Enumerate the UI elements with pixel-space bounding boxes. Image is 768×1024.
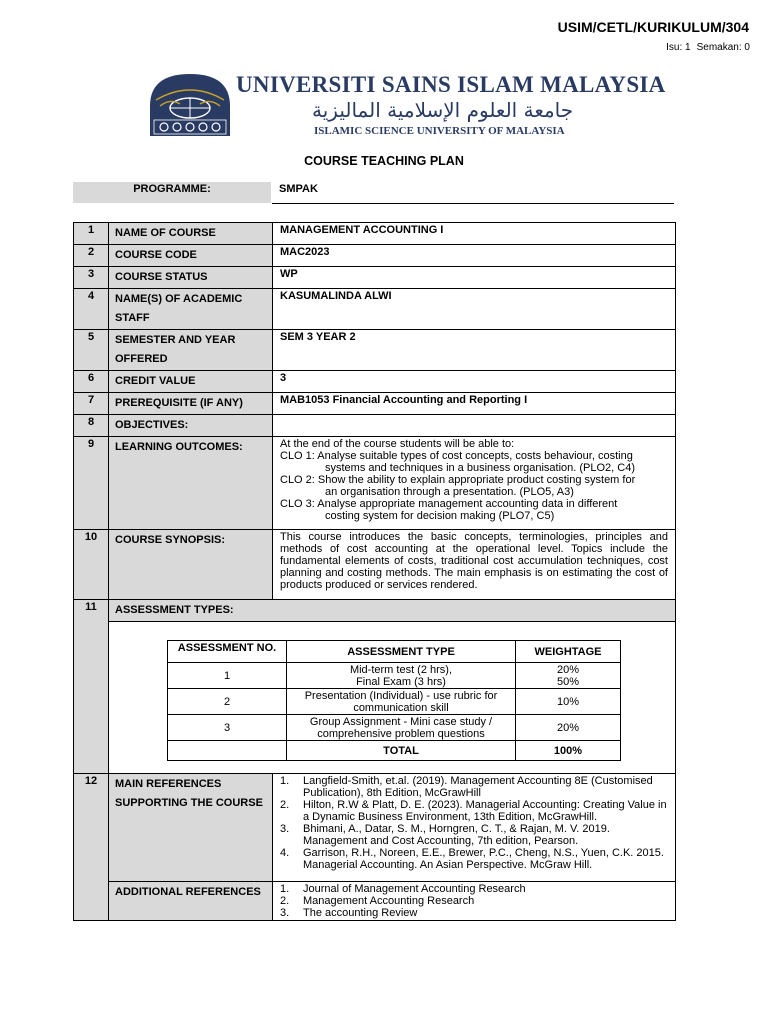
university-seal-icon bbox=[146, 70, 234, 138]
assessment-type-line: Presentation (Individual) - use rubric for bbox=[304, 689, 498, 702]
assessment-type bbox=[287, 689, 516, 715]
row-label: SEMESTER AND YEAR OFFERED bbox=[109, 330, 273, 371]
list-item bbox=[280, 775, 668, 799]
row-number: 1 bbox=[74, 223, 109, 245]
reference-text: Langfield-Smith, et.al. (2019). Management Accounting 8E (Customised Publication), 8th Edition, McGrawHill bbox=[303, 775, 653, 799]
table-row bbox=[74, 600, 676, 622]
list-item bbox=[280, 799, 668, 823]
assessment-type-line: comprehensive problem questions bbox=[317, 727, 485, 740]
list-item bbox=[280, 847, 668, 871]
table-row bbox=[168, 715, 621, 741]
course-plan-table bbox=[73, 222, 676, 921]
list-number: 2. bbox=[280, 895, 290, 907]
prerequisite-value: MAB1053 Financial Accounting and Reporting I bbox=[273, 393, 676, 415]
course-code-value: MAC2023 bbox=[273, 245, 676, 267]
list-number: 1. bbox=[280, 775, 290, 787]
reference-text: Bhimani, A., Datar, S. M., Horngren, C. T., & Rajan, M. V. 2019. Management and Cost Accounting, 7th edition, Pearson. bbox=[303, 823, 610, 847]
row-label: CREDIT VALUE bbox=[109, 371, 273, 393]
assessment-type-line: Group Assignment - Mini case study / bbox=[309, 715, 493, 728]
weightage-line: 50% bbox=[556, 675, 580, 688]
assessment-type bbox=[287, 663, 516, 689]
table-row bbox=[74, 223, 676, 245]
list-number: 2. bbox=[280, 799, 290, 811]
table-row bbox=[74, 245, 676, 267]
page-title: COURSE TEACHING PLAN bbox=[304, 154, 464, 168]
reference-text: Journal of Management Accounting Research bbox=[303, 883, 526, 895]
row-label: OBJECTIVES: bbox=[109, 415, 273, 437]
list-number: 3. bbox=[280, 907, 290, 919]
row-number: 9 bbox=[74, 437, 109, 530]
objectives-value bbox=[273, 415, 676, 437]
table-row bbox=[168, 663, 621, 689]
isu-text: Isu: 1 bbox=[666, 42, 691, 53]
list-number: 4. bbox=[280, 847, 290, 859]
assessment-type-header: ASSESSMENT TYPE bbox=[287, 641, 516, 663]
assessment-type-line: Mid-term test (2 hrs), bbox=[349, 663, 453, 676]
university-logo bbox=[146, 70, 666, 140]
table-row bbox=[74, 371, 676, 393]
list-item bbox=[280, 883, 668, 895]
empty-cell bbox=[168, 741, 287, 761]
table-row bbox=[74, 393, 676, 415]
table-row bbox=[74, 267, 676, 289]
list-item bbox=[280, 823, 668, 847]
row-label: NAME(S) OF ACADEMIC STAFF bbox=[109, 289, 273, 330]
total-label: TOTAL bbox=[287, 741, 516, 761]
semester-value: SEM 3 YEAR 2 bbox=[273, 330, 676, 371]
assessment-table bbox=[167, 640, 621, 761]
assessment-type-line: communication skill bbox=[353, 701, 449, 714]
assessment-no-header: ASSESSMENT NO. bbox=[168, 641, 287, 663]
document-reference: USIM/CETL/KURIKULUM/304 bbox=[557, 19, 749, 35]
assessment-total-row bbox=[168, 741, 621, 761]
row-number: 11 bbox=[74, 600, 109, 774]
weightage-line: 20% bbox=[556, 663, 580, 676]
assessment-no: 1 bbox=[168, 663, 287, 689]
reference-text: Hilton, R.W & Platt, D. E. (2023). Managerial Accounting: Creating Value in a Dynamic Business Environment, 13th Edition, McGrawHill. bbox=[303, 799, 667, 823]
revision-info bbox=[660, 42, 750, 53]
table-row bbox=[74, 330, 676, 371]
course-name-value: MANAGEMENT ACCOUNTING I bbox=[273, 223, 676, 245]
row-label: NAME OF COURSE bbox=[109, 223, 273, 245]
table-row bbox=[74, 622, 676, 774]
weightage bbox=[516, 663, 621, 689]
row-label: COURSE SYNOPSIS: bbox=[109, 530, 273, 600]
programme-label: PROGRAMME: bbox=[73, 182, 271, 203]
table-row bbox=[74, 415, 676, 437]
row-number: 10 bbox=[74, 530, 109, 600]
row-label: ASSESSMENT TYPES: bbox=[109, 600, 676, 622]
row-label: PREREQUISITE (IF ANY) bbox=[109, 393, 273, 415]
assessment-no: 3 bbox=[168, 715, 287, 741]
list-item bbox=[280, 895, 668, 907]
main-references-list bbox=[273, 774, 676, 882]
row-label: ADDITIONAL REFERENCES bbox=[109, 882, 273, 921]
table-row bbox=[74, 882, 676, 921]
clo-3: CLO 3: Analyse appropriate management accounting data in different bbox=[280, 498, 618, 510]
list-number: 3. bbox=[280, 823, 290, 835]
list-item bbox=[280, 907, 668, 919]
row-label: LEARNING OUTCOMES: bbox=[109, 437, 273, 530]
semakan-text: Semakan: 0 bbox=[696, 42, 750, 53]
assessment-no: 2 bbox=[168, 689, 287, 715]
table-row bbox=[74, 437, 676, 530]
list-number: 1. bbox=[280, 883, 290, 895]
weightage: 20% bbox=[516, 715, 621, 741]
table-row bbox=[168, 689, 621, 715]
row-number: 4 bbox=[74, 289, 109, 330]
row-number: 2 bbox=[74, 245, 109, 267]
academic-staff-value: KASUMALINDA ALWI bbox=[273, 289, 676, 330]
course-status-value: WP bbox=[273, 267, 676, 289]
row-label: MAIN REFERENCES SUPPORTING THE COURSE bbox=[109, 774, 273, 882]
reference-text: Garrison, R.H., Noreen, E.E., Brewer, P.C., Cheng, N.S., Yuen, C.K. 2015. Managerial Accounting. An Asian Perspective. McGraw Hill. bbox=[303, 847, 664, 871]
clo-1: CLO 1: Analyse suitable types of cost concepts, costs behaviour, costing bbox=[280, 450, 633, 462]
table-row bbox=[74, 289, 676, 330]
credit-value: 3 bbox=[273, 371, 676, 393]
additional-references-list bbox=[273, 882, 676, 921]
row-label: COURSE STATUS bbox=[109, 267, 273, 289]
row-number: 5 bbox=[74, 330, 109, 371]
clo-2-cont: an organisation through a presentation. (PLO5, A3) bbox=[325, 486, 574, 498]
table-row bbox=[74, 530, 676, 600]
row-number: 8 bbox=[74, 415, 109, 437]
clo-3-cont: costing system for decision making (PLO7, C5) bbox=[325, 510, 555, 522]
assessment-container bbox=[109, 622, 676, 774]
assessment-header-row bbox=[168, 641, 621, 663]
university-name-en: UNIVERSITI SAINS ISLAM MALAYSIA bbox=[236, 72, 666, 97]
clo-1-cont: systems and techniques in a business organisation. (PLO2, C4) bbox=[325, 462, 635, 474]
row-number: 3 bbox=[74, 267, 109, 289]
course-synopsis-text: This course introduces the basic concepts, terminologies, principles and methods of cost accounting at the operational level. Topics include the fundamental elements of costs, traditional cost accumulation techniques, cost planning and costing methods. The main emphasis is on estimating the cost of products produced or services rendered. bbox=[273, 530, 676, 600]
row-number: 7 bbox=[74, 393, 109, 415]
learning-outcomes-text bbox=[273, 437, 676, 530]
row-number: 12 bbox=[74, 774, 109, 921]
assessment-type bbox=[287, 715, 516, 741]
learning-outcomes-intro: At the end of the course students will be able to: bbox=[280, 438, 515, 450]
reference-text: Management Accounting Research bbox=[303, 895, 475, 907]
row-number: 6 bbox=[74, 371, 109, 393]
row-label: COURSE CODE bbox=[109, 245, 273, 267]
reference-text: The accounting Review bbox=[303, 907, 418, 919]
assessment-type-line: Final Exam (3 hrs) bbox=[356, 675, 446, 688]
clo-2: CLO 2: Show the ability to explain appropriate product costing system for bbox=[280, 474, 636, 486]
weightage: 10% bbox=[516, 689, 621, 715]
university-name-ar: جامعة العلوم الإسلامية الماليزية bbox=[312, 98, 574, 122]
weightage-header: WEIGHTAGE bbox=[516, 641, 621, 663]
total-value: 100% bbox=[516, 741, 621, 761]
programme-value: SMPAK bbox=[272, 182, 674, 204]
table-row bbox=[74, 774, 676, 882]
university-name-sub: ISLAMIC SCIENCE UNIVERSITY OF MALAYSIA bbox=[314, 125, 565, 137]
